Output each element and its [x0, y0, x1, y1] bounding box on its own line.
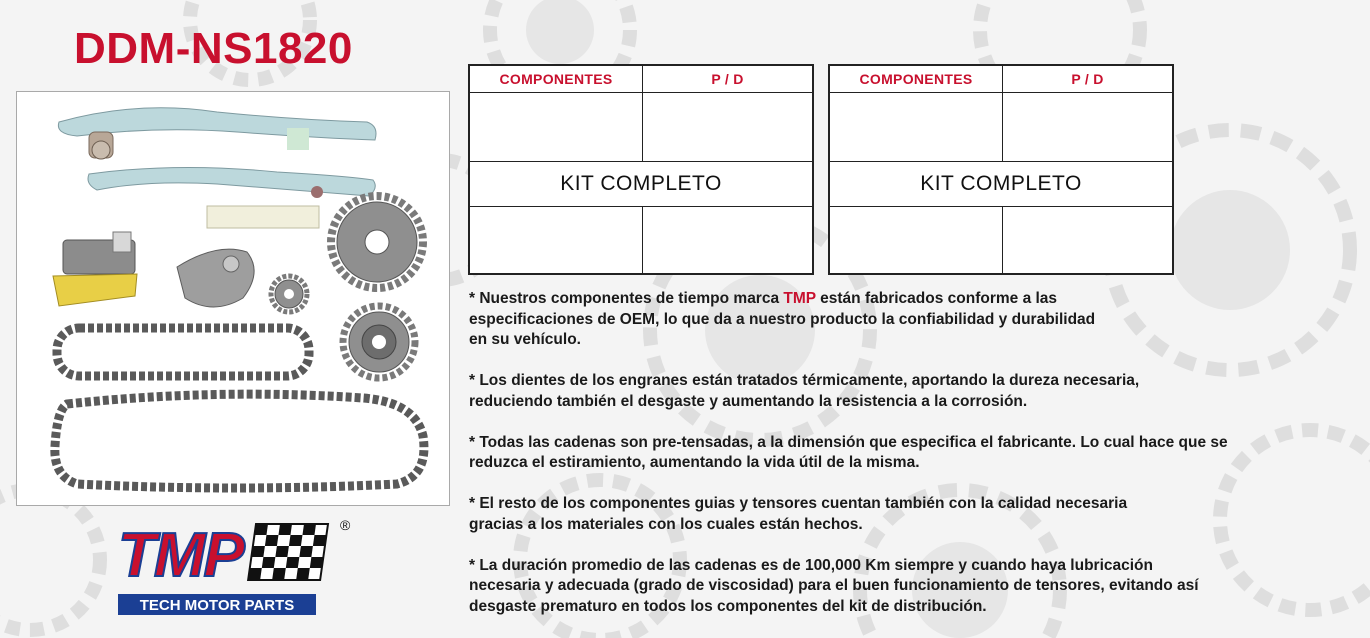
note-oem — [469, 289, 1359, 351]
guide-rail-lower-icon — [88, 167, 375, 198]
table-cell — [829, 93, 1003, 162]
note-text: desgaste prematuro en todos los componentes del kit de distribución. — [469, 597, 987, 615]
note-gear-teeth — [469, 371, 1359, 412]
product-photo — [16, 91, 450, 506]
kit-completo-label: KIT COMPLETO — [829, 162, 1173, 207]
large-sprocket-icon — [331, 196, 423, 288]
tensioner-arm-icon — [177, 249, 254, 307]
note-duration — [469, 556, 1359, 618]
col-pd: P / D — [643, 65, 814, 93]
note-text: * Nuestros componentes de tiempo marca — [469, 290, 784, 307]
col-componentes: COMPONENTES — [469, 65, 643, 93]
note-chains — [469, 433, 1359, 474]
note-text: gracias a los materiales con los cuales están hechos. — [469, 515, 863, 533]
note-text: especificaciones de OEM, lo que da a nuestro producto la confiabilidad y durabilidad — [469, 310, 1096, 328]
col-pd: P / D — [1003, 65, 1174, 93]
long-chain-icon — [55, 394, 424, 488]
note-text: * Los dientes de los engranes están tratados térmicamente, aportando la dureza necesaria, — [469, 372, 1140, 389]
small-sprocket-icon — [271, 276, 307, 312]
tmp-logo — [116, 514, 356, 618]
product-code: DDM-NS1820 — [74, 24, 353, 73]
table-cell — [1003, 93, 1174, 162]
short-chain-icon — [57, 328, 309, 376]
note-text: * Todas las cadenas son pre-tensadas, a la dimensión que especifica el fabricante. Lo cual hace que se — [469, 433, 1228, 451]
tensioner-icon — [53, 232, 137, 306]
note-text: están fabricados conforme a las — [815, 290, 1058, 307]
note-text: reduciendo también el desgaste y aumentando la resistencia a la corrosión. — [469, 392, 1028, 410]
dual-sprocket-icon — [343, 306, 415, 378]
product-notes — [469, 289, 1359, 638]
note-text: reduzca el estiramiento, aumentando la vida útil de la misma. — [469, 454, 920, 471]
col-componentes: COMPONENTES — [829, 65, 1003, 93]
registered-mark: ® — [340, 517, 351, 533]
guide-plate-icon — [207, 206, 319, 228]
table-cell — [829, 207, 1003, 275]
note-text: * El resto de los componentes guias y tensores cuentan también con la calidad necesaria — [469, 495, 1128, 512]
guide-rail-upper-icon — [58, 108, 376, 159]
table-cell — [469, 93, 643, 162]
table-cell — [643, 207, 814, 275]
kit-completo-label: KIT COMPLETO — [469, 162, 813, 207]
table-cell — [1003, 207, 1174, 275]
table-cell — [643, 93, 814, 162]
checkered-flag-icon — [248, 524, 328, 580]
logo-tagline: TECH MOTOR PARTS — [139, 597, 295, 614]
note-text: necesaria y adecuada (grado de viscosidad) para el buen funcionamiento de tensores, evitando así — [469, 577, 1199, 594]
note-guides — [469, 494, 1359, 535]
note-text: * La duración promedio de las cadenas es de 100,000 Km siempre y cuando haya lubricación — [469, 556, 1153, 574]
component-table-left — [468, 64, 814, 275]
brand-name-inline: TMP — [783, 290, 816, 307]
note-text: en su vehículo. — [469, 331, 581, 348]
table-cell — [469, 207, 643, 275]
component-table-right — [828, 64, 1174, 275]
logo-letters: TMP — [118, 521, 243, 590]
